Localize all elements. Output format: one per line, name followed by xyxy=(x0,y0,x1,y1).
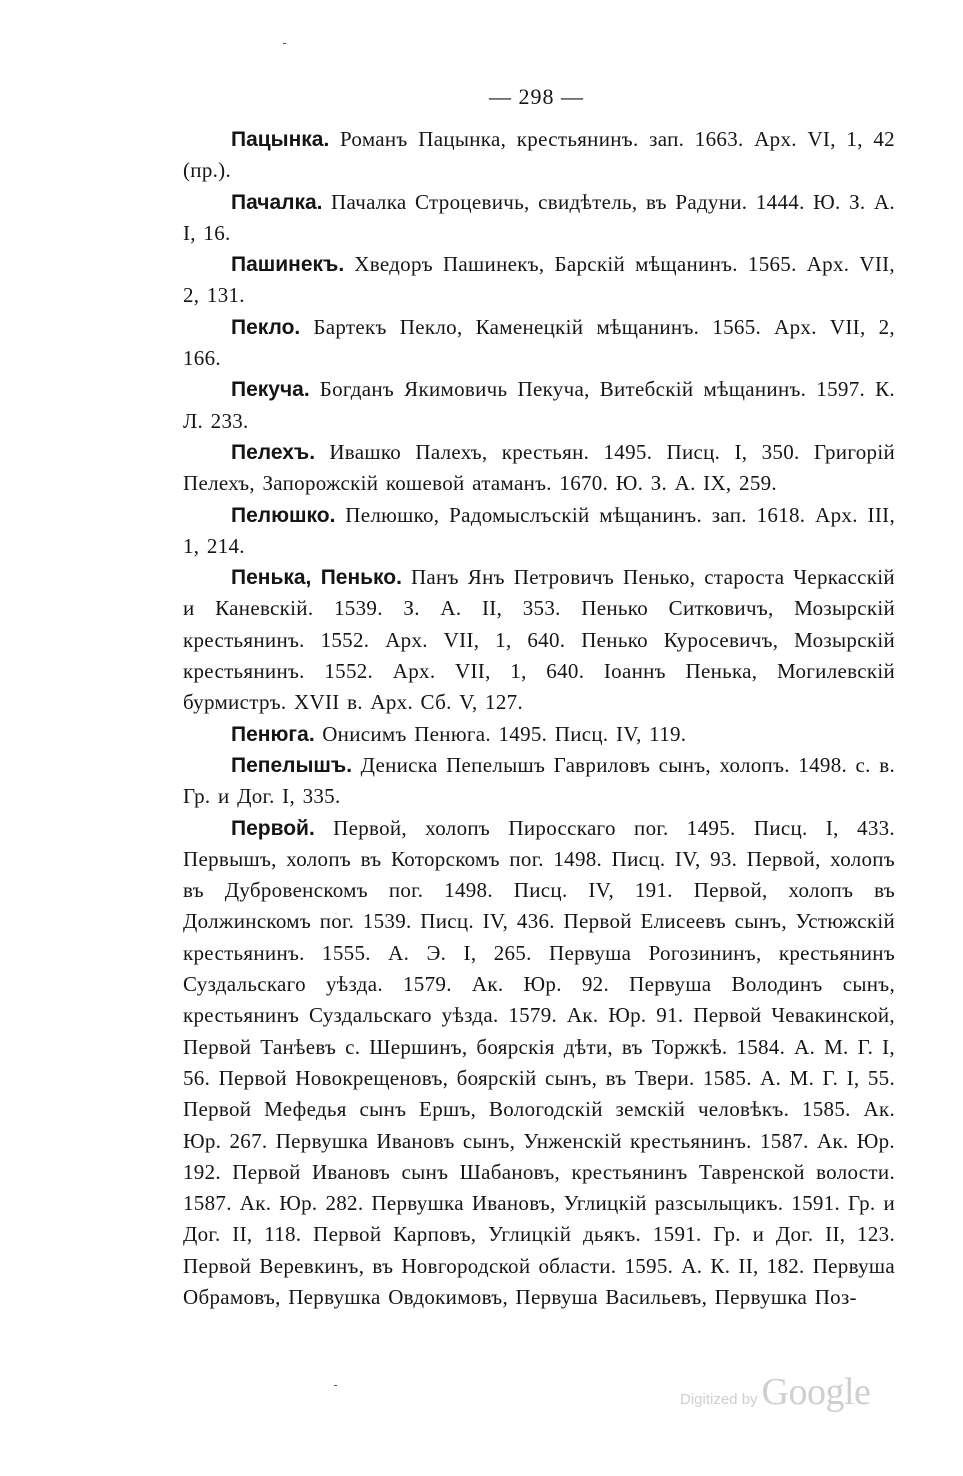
entry-headword: Пепелышъ. xyxy=(231,753,353,777)
page-number: — 298 — xyxy=(489,84,584,109)
dictionary-entry xyxy=(183,124,895,187)
dictionary-entry xyxy=(183,719,895,750)
entry-text: Онисимъ Пенюга. 1495. Писц. IV, 119. xyxy=(322,721,687,746)
scan-speck xyxy=(334,1385,337,1386)
entry-text: Пачалка Строцевичь, свидѣтель, въ Радуни. 1444. Ю. З. А. I, 16. xyxy=(183,189,895,245)
entry-headword: Пашинекъ. xyxy=(231,253,345,277)
entry-text: Дениска Пепелышъ Гавриловъ сынъ, холопъ. 1498. с. в. Гр. и Дог. I, 335. xyxy=(183,752,895,809)
dictionary-entry xyxy=(183,187,895,250)
entry-text: Бартекъ Пекло, Каменецкій мѣщанинъ. 1565. Арх. VII, 2, 166. xyxy=(183,314,895,371)
entry-headword: Пенюга. xyxy=(231,722,315,746)
dictionary-entry xyxy=(183,249,895,312)
entry-text: Хведоръ Пашинекъ, Барскій мѣщанинъ. 1565. Арх. VII, 2, 131. xyxy=(183,252,895,308)
dictionary-entry xyxy=(183,500,895,563)
watermark-prefix: Digitized by xyxy=(680,1391,758,1408)
dictionary-entries xyxy=(183,124,895,1313)
entry-headword: Пекуча. xyxy=(231,378,310,402)
entry-headword: Пелехъ. xyxy=(231,440,316,464)
dictionary-entry xyxy=(183,750,895,813)
entry-text: Ивашко Палехъ, крестьян. 1495. Писц. I, 350. Григорій Пелехъ, Запорожскій кошевой атаманъ. 1670. Ю. З. А. IX, 259. xyxy=(183,439,895,496)
dictionary-entry xyxy=(183,813,895,1314)
entry-headword: Пелюшко. xyxy=(231,503,336,527)
google-logo: Google xyxy=(761,1371,871,1413)
entry-headword: Пачалка. xyxy=(231,190,323,214)
entry-headword: Пацынка. xyxy=(231,128,330,151)
dictionary-entry xyxy=(183,374,895,437)
dictionary-entry xyxy=(183,437,895,500)
digitized-by-google-watermark xyxy=(680,1370,890,1420)
entry-text: Панъ Янъ Петровичъ Пенько, староста Черкасскій и Каневскій. 1539. З. А. II, 353. Пенько Ситковичъ, Мозырскій крестьянинъ. 1552. Арх. VII, 1, 640. Пенько Куросевичъ, Мозырскій крестьянинъ. 1552. Арх. VII, 1, 640. Іоаннъ Пенька, Могилевскій бурмистръ. XVII в. Арх. Сб. V, 127. xyxy=(183,565,895,715)
scan-speck xyxy=(283,43,286,44)
entry-text: Романъ Пацынка, крестьянинъ. зап. 1663. Арх. VI, 1, 42 (пр.). xyxy=(183,127,895,183)
entry-headword: Пенька, Пенько. xyxy=(231,566,402,590)
entry-headword: Пекло. xyxy=(231,315,301,339)
dictionary-entry xyxy=(183,562,895,718)
entry-text: Богданъ Якимовичь Пекуча, Витебскій мѣщанинъ. 1597. К. Л. 233. xyxy=(183,377,895,433)
entry-headword: Первой. xyxy=(231,816,315,840)
entry-text: Пелюшко, Радомыслъскій мѣщанинъ. зап. 1618. Арх. III, 1, 214. xyxy=(183,502,895,558)
entry-text: Первой, холопъ Пиросскаго пог. 1495. Писц. I, 433. Первышъ, холопъ въ Которскомъ пог. 1498. Писц. IV, 93. Первой, холопъ въ Дубровенскомъ пог. 1498. Писц. IV, 191. Первой, холопъ въ Должинскомъ пог. 1539. Писц. IV, 436. Первой Елисеевъ сынъ, Устюжскій крестьянинъ. 1555. А. Э. I, 265. Первуша Рогозининъ, крестьянинъ Суздальскаго уѣзда. 1579. Ак. Юр. 92. Первуша Володинъ сынъ, крестьянинъ Суздальскаго уѣзда. 1579. Ак. Юр. 91. Первой Чевакинской, Первой Танѣевъ с. Шершинъ, боярскія дѣти, въ Торжкѣ. 1584. А. М. Г. I, 56. Первой Новокрещеновъ, боярскій сынъ, въ Твери. 1585. А. М. Г. I, 55. Первой Мефедья сынъ Ершъ, Вологодскій земскій человѣкъ. 1585. Ак. Юр. 267. Первушка Ивановъ сынъ, Унженскій крестьянинъ. 1587. Ак. Юр. 192. Первой Ивановъ сынъ Шабановъ, крестьянинъ Тавренской волости. 1587. Ак. Юр. 282. Первушка Ивановъ, Углицкій разсылыцикъ. 1591. Гр. и Дог. II, 118. Первой Карповъ, Углицкій дьякъ. 1591. Гр. и Дог. II, 123. Первой Веревкинъ, въ Новгородской области. 1595. А. К. II, 182. Первуша Обрамовъ, Первушка Овдокимовъ, Первуша Васильевъ, Первушка Поз- xyxy=(183,815,895,1309)
dictionary-entry xyxy=(183,312,895,375)
